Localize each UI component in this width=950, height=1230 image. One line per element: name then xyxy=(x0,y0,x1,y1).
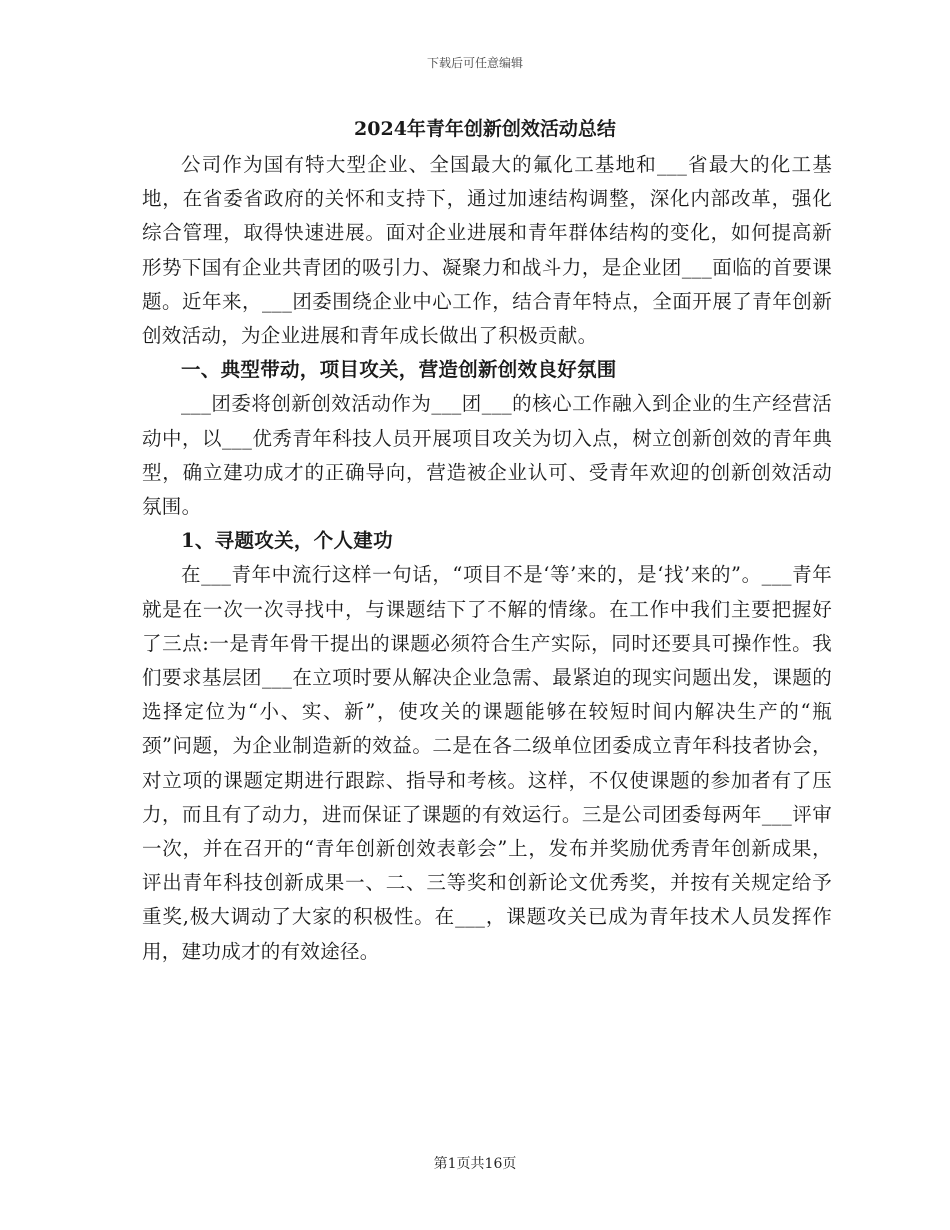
subsection-1-paragraph: 在___青年中流行这样一句话，“项目不是‘等’来的，是‘找’来的”。___青年就是在一次一次寻找中，与课题结下了不解的情缘。在工作中我们主要把握好了三点:一是青年骨干提出的课题必须符合生产实际，同时还要具可操作性。我们要求基层团___在立项时要从解决企业急需、最紧迫的现实问题出发，课题的选择定位为“小、实、新”，使攻关的课题能够在较短时间内解决生产的“瓶颈”问题，为企业制造新的效益。二是在各二级单位团委成立青年科技者协会，对立项的课题定期进行跟踪、指导和考核。这样，不仅使课题的参加者有了压力，而且有了动力，进而保证了课题的有效运行。三是公司团委每两年___评审一次，并在召开的“青年创新创效表彰会”上，发布并奖励优秀青年创新成果，评出青年科技创新成果一、二、三等奖和创新论文优秀奖，并按有关规定给予重奖,极大调动了大家的积极性。在___，课题攻关已成为青年技术人员发挥作用，建功成才的有效途径。 xyxy=(142,563,832,963)
page-footer: 第1页共16页 xyxy=(433,1156,517,1172)
document-title: 2024年青年创新创效活动总结 xyxy=(354,118,616,140)
section-1-paragraph: ___团委将创新创效活动作为___团___的核心工作融入到企业的生产经营活动中，以___优秀青年科技人员开展项目攻关为切入点，树立创新创效的青年典型，确立建功成才的正确导向，营造被企业认可、受青年欢迎的创新创效活动氛围。 xyxy=(142,392,832,519)
document-body xyxy=(142,148,832,969)
intro-paragraph: 公司作为国有特大型企业、全国最大的氟化工基地和___省最大的化工基地，在省委省政府的关怀和支持下，通过加速结构调整，深化内部改革，强化综合管理，取得快速进展。面对企业进展和青年群体结构的变化，如何提高新形势下国有企业共青团的吸引力、凝聚力和战斗力，是企业团___面临的首要课题。近年来，___团委围绕企业中心工作，结合青年特点，全面开展了青年创新创效活动，为企业进展和青年成长做出了积极贡献。 xyxy=(142,153,832,348)
section-heading-1: 一、典型带动，项目攻关，营造创新创效良好氛围 xyxy=(181,358,617,382)
subsection-heading-1: 1、寻题攻关，个人建功 xyxy=(181,529,393,553)
header-note: 下载后可任意编辑 xyxy=(426,56,523,70)
